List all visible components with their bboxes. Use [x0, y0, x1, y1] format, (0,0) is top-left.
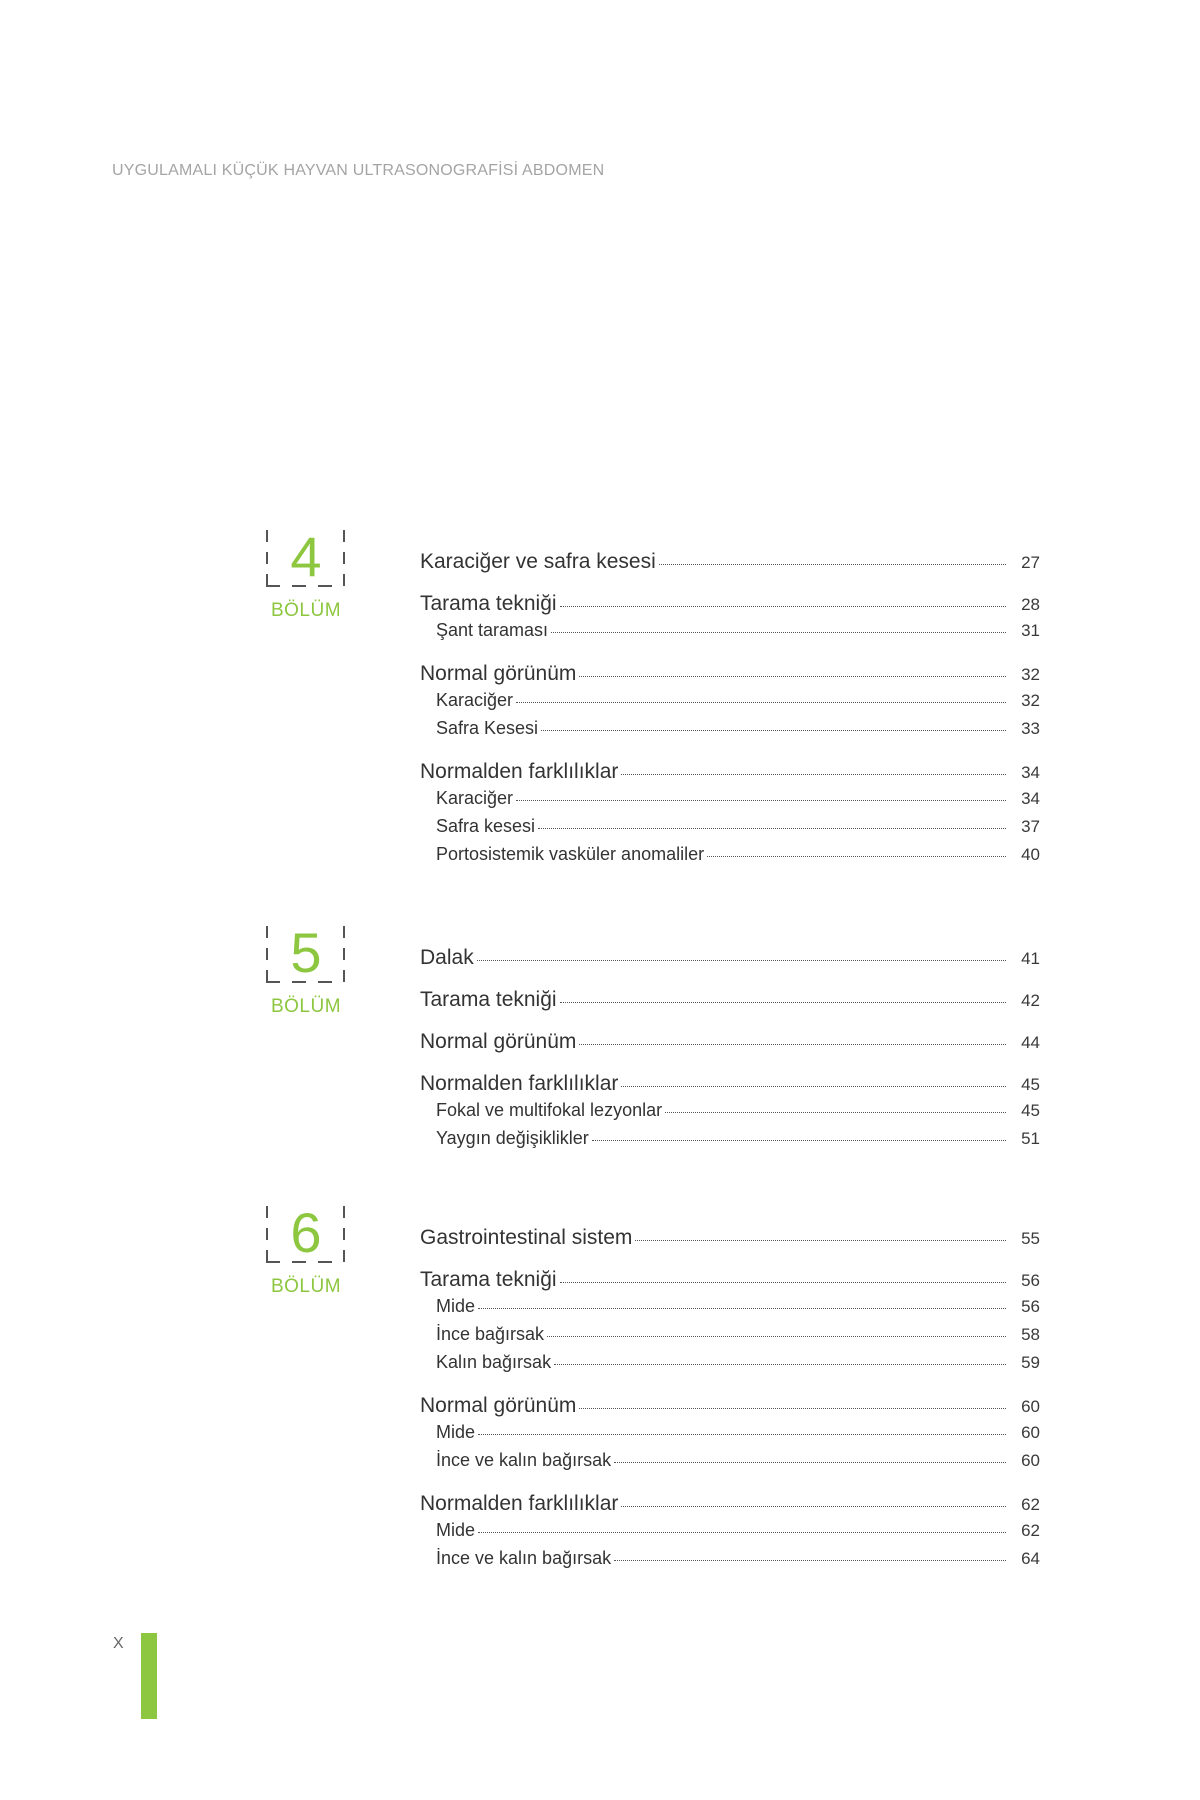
toc-title: Karaciğer	[436, 690, 514, 710]
toc-subentry[interactable]	[420, 1520, 1040, 1548]
chapter-label: BÖLÜM	[270, 600, 342, 621]
toc-subentry[interactable]	[420, 620, 1040, 648]
toc-title: Dalak	[420, 946, 474, 969]
toc-entry[interactable]	[420, 1394, 1040, 1422]
toc-title: Gastrointestinal sistem	[420, 1226, 633, 1249]
dot-leader	[621, 1505, 1006, 1507]
toc-page: 44	[1021, 1033, 1040, 1052]
page-accent-bar	[141, 1633, 157, 1719]
toc-page: 56	[1021, 1297, 1040, 1316]
dot-leader	[516, 701, 1006, 703]
chapter-number-frame	[266, 1201, 346, 1264]
page-number: X	[113, 1635, 124, 1652]
toc-list	[420, 946, 1040, 1156]
dot-leader	[560, 605, 1006, 607]
toc-title: Normal görünüm	[420, 662, 577, 685]
toc-entry[interactable]	[420, 988, 1040, 1016]
chapter-label: BÖLÜM	[270, 1276, 342, 1297]
toc-title: Mide	[436, 1422, 476, 1442]
toc-title: Normal görünüm	[420, 1394, 577, 1417]
toc-title: İnce ve kalın bağırsak	[436, 1450, 612, 1470]
toc-entry[interactable]	[420, 760, 1040, 788]
toc-page: 60	[1021, 1451, 1040, 1470]
dot-leader	[560, 1001, 1006, 1003]
toc-page: 41	[1021, 949, 1040, 968]
running-header: UYGULAMALI KÜÇÜK HAYVAN ULTRASONOGRAFİSİ ABDOMEN	[112, 162, 605, 179]
dot-leader	[538, 827, 1006, 829]
toc-title: Tarama tekniği	[420, 988, 557, 1011]
toc-page: 64	[1021, 1549, 1040, 1568]
toc-title: Fokal ve multifokal lezyonlar	[436, 1100, 663, 1120]
toc-list	[420, 550, 1040, 872]
toc-subentry[interactable]	[420, 1548, 1040, 1576]
dot-leader	[659, 563, 1006, 565]
toc-subentry[interactable]	[420, 1352, 1040, 1380]
toc-subentry[interactable]	[420, 1128, 1040, 1156]
toc-page: 59	[1021, 1353, 1040, 1372]
toc-entry[interactable]	[420, 1492, 1040, 1520]
toc-title: Normal görünüm	[420, 1030, 577, 1053]
toc-title: Yaygın değişiklikler	[436, 1128, 589, 1148]
toc-entry[interactable]	[420, 1030, 1040, 1058]
toc-title: Safra Kesesi	[436, 718, 539, 738]
chapter-number-frame	[266, 525, 346, 588]
toc-page: 42	[1021, 991, 1040, 1010]
chapter-label: BÖLÜM	[270, 996, 342, 1017]
dot-leader	[621, 1085, 1006, 1087]
dot-leader	[579, 1407, 1006, 1409]
dot-leader	[665, 1111, 1006, 1113]
toc-title: İnce ve kalın bağırsak	[436, 1548, 612, 1568]
dot-leader	[614, 1559, 1006, 1561]
dot-leader	[478, 1433, 1006, 1435]
toc-page: 55	[1021, 1229, 1040, 1248]
toc-page: 37	[1021, 817, 1040, 836]
toc-page: 28	[1021, 595, 1040, 614]
dot-leader	[554, 1363, 1006, 1365]
toc-entry[interactable]	[420, 592, 1040, 620]
toc-title: İnce bağırsak	[436, 1324, 545, 1344]
toc-page: 40	[1021, 845, 1040, 864]
toc-page: 62	[1021, 1521, 1040, 1540]
toc-title: Portosistemik vasküler anomaliler	[436, 844, 705, 864]
dot-leader	[635, 1239, 1006, 1241]
toc-page: 62	[1021, 1495, 1040, 1514]
dot-leader	[621, 773, 1006, 775]
dot-leader	[516, 799, 1006, 801]
toc-page: 33	[1021, 719, 1040, 738]
dot-leader	[579, 1043, 1006, 1045]
chapter-number: 4	[290, 525, 322, 588]
toc-title: Safra kesesi	[436, 816, 536, 836]
toc-page: 34	[1021, 763, 1040, 782]
chapter-number-frame	[266, 921, 346, 984]
toc-subentry[interactable]	[420, 788, 1040, 816]
dot-leader	[478, 1531, 1006, 1533]
toc-title: Karaciğer	[436, 788, 514, 808]
toc-title: Normalden farklılıklar	[420, 760, 619, 783]
toc-subentry[interactable]	[420, 1450, 1040, 1478]
toc-subentry[interactable]	[420, 844, 1040, 872]
dot-leader	[477, 959, 1006, 961]
toc-list	[420, 1226, 1040, 1576]
dot-leader	[551, 631, 1006, 633]
dot-leader	[541, 729, 1006, 731]
toc-page: 27	[1021, 553, 1040, 572]
dot-leader	[547, 1335, 1006, 1337]
chapter-number: 5	[290, 921, 322, 984]
toc-page: 51	[1021, 1129, 1040, 1148]
toc-page: 34	[1021, 789, 1040, 808]
toc-entry[interactable]	[420, 1072, 1040, 1100]
toc-subentry[interactable]	[420, 718, 1040, 746]
toc-title: Normalden farklılıklar	[420, 1072, 619, 1095]
toc-entry[interactable]	[420, 662, 1040, 690]
dot-leader	[579, 675, 1006, 677]
toc-subentry[interactable]	[420, 816, 1040, 844]
toc-subentry[interactable]	[420, 1324, 1040, 1352]
toc-title: Şant taraması	[436, 620, 549, 640]
toc-subentry[interactable]	[420, 1296, 1040, 1324]
dot-leader	[478, 1307, 1006, 1309]
toc-page: 45	[1021, 1075, 1040, 1094]
toc-entry[interactable]	[420, 946, 1040, 974]
toc-page: 32	[1021, 665, 1040, 684]
toc-page: 60	[1021, 1423, 1040, 1442]
dot-leader	[560, 1281, 1006, 1283]
toc-subentry[interactable]	[420, 1422, 1040, 1450]
chapter-number: 6	[290, 1201, 322, 1264]
toc-page: 56	[1021, 1271, 1040, 1290]
toc-title: Karaciğer ve safra kesesi	[420, 550, 656, 573]
toc-page: 31	[1021, 621, 1040, 640]
toc-page: 45	[1021, 1101, 1040, 1120]
toc-title: Tarama tekniği	[420, 592, 557, 615]
dot-leader	[592, 1139, 1006, 1141]
toc-title: Mide	[436, 1296, 476, 1316]
toc-page: 32	[1021, 691, 1040, 710]
toc-entry[interactable]	[420, 1268, 1040, 1296]
toc-subentry[interactable]	[420, 1100, 1040, 1128]
dot-leader	[707, 855, 1006, 857]
toc-entry[interactable]	[420, 550, 1040, 578]
toc-entry[interactable]	[420, 1226, 1040, 1254]
toc-title: Normalden farklılıklar	[420, 1492, 619, 1515]
toc-page: 60	[1021, 1397, 1040, 1416]
toc-page: 58	[1021, 1325, 1040, 1344]
toc-subentry[interactable]	[420, 690, 1040, 718]
toc-title: Mide	[436, 1520, 476, 1540]
dot-leader	[614, 1461, 1006, 1463]
toc-title: Tarama tekniği	[420, 1268, 557, 1291]
toc-title: Kalın bağırsak	[436, 1352, 552, 1372]
